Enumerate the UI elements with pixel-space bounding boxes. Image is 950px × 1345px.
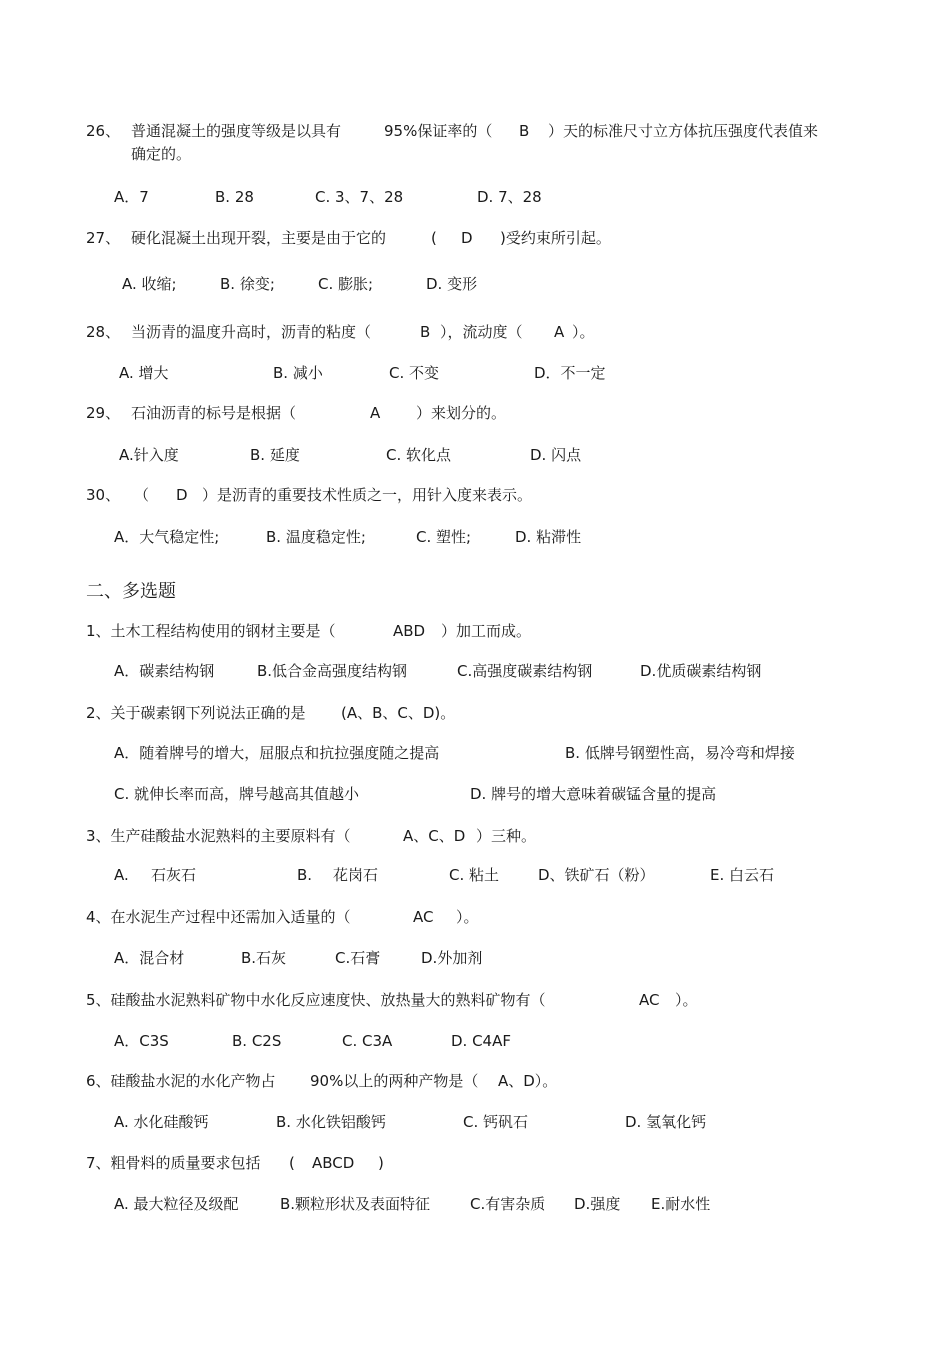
option: A．大气稳定性; bbox=[114, 528, 220, 546]
option: D. 氢氧化钙 bbox=[625, 1113, 707, 1131]
option: B. C2S bbox=[232, 1032, 282, 1050]
option: C. 膨胀; bbox=[318, 275, 374, 293]
option: A. 收缩; bbox=[122, 275, 177, 293]
question-28 bbox=[0, 321, 950, 343]
multi-question-1 bbox=[0, 620, 950, 642]
question-stem: )受约束所引起。 bbox=[500, 229, 611, 247]
answer: B bbox=[519, 122, 530, 140]
option: B. 减小 bbox=[273, 364, 323, 382]
question-number: 30、 bbox=[86, 486, 121, 504]
question-stem: 6、硅酸盐水泥的水化产物占 bbox=[86, 1072, 276, 1090]
question-number: 29、 bbox=[86, 404, 121, 422]
multi-options-6 bbox=[0, 1111, 950, 1133]
question-stem: 7、粗骨料的质量要求包括 bbox=[86, 1154, 261, 1172]
option: A.针入度 bbox=[119, 446, 179, 464]
option: D．不一定 bbox=[534, 364, 606, 382]
answer: ABD bbox=[393, 622, 426, 640]
question-stem: ) bbox=[378, 1154, 384, 1172]
multi-options-7 bbox=[0, 1193, 950, 1215]
paren: ( bbox=[289, 1154, 295, 1172]
answer: (A、B、C、D)。 bbox=[341, 704, 456, 722]
question-number: 28、 bbox=[86, 323, 121, 341]
multi-options-1 bbox=[0, 660, 950, 682]
question-29 bbox=[0, 402, 950, 424]
paren: （ bbox=[134, 486, 150, 504]
multi-question-5 bbox=[0, 989, 950, 1011]
option: C. 软化点 bbox=[386, 446, 452, 464]
option: C. 不变 bbox=[389, 364, 440, 382]
question-26-cont bbox=[0, 143, 950, 165]
question-stem: ）来划分的。 bbox=[416, 404, 507, 422]
option: A. 最大粒径及级配 bbox=[114, 1195, 239, 1213]
options-30 bbox=[0, 526, 950, 548]
answer: D bbox=[176, 486, 188, 504]
section-title: 二、多选题 bbox=[86, 581, 176, 602]
multi-question-3 bbox=[0, 825, 950, 847]
question-stem: 95%保证率的（ bbox=[384, 122, 493, 140]
question-stem: ）。 bbox=[572, 323, 595, 341]
multi-options-2a bbox=[0, 742, 950, 764]
question-stem: 3、生产硅酸盐水泥熟料的主要原料有（ bbox=[86, 827, 351, 845]
question-stem: 90%以上的两种产物是（ bbox=[310, 1072, 479, 1090]
multi-question-6 bbox=[0, 1070, 950, 1092]
question-stem: 5、硅酸盐水泥熟料矿物中水化反应速度快、放热量大的熟料矿物有（ bbox=[86, 991, 546, 1009]
option: A．7 bbox=[114, 188, 149, 206]
answer: ABCD bbox=[312, 1154, 355, 1172]
answer: AC bbox=[413, 908, 434, 926]
option: B.颗粒形状及表面特征 bbox=[280, 1195, 431, 1213]
option: B. 28 bbox=[215, 188, 254, 206]
options-29 bbox=[0, 444, 950, 466]
option: C. 就伸长率而高，牌号越高其值越小 bbox=[114, 785, 360, 803]
question-27 bbox=[0, 227, 950, 249]
question-30 bbox=[0, 484, 950, 506]
question-stem: 普通混凝土的强度等级是以具有 bbox=[131, 122, 342, 140]
question-stem: ）。 bbox=[456, 908, 479, 926]
question-stem: 2、关于碳素钢下列说法正确的是 bbox=[86, 704, 306, 722]
option: D、铁矿石（粉） bbox=[538, 866, 655, 884]
option: C. 钙矾石 bbox=[463, 1113, 529, 1131]
multi-question-2 bbox=[0, 702, 950, 724]
option: 石灰石 bbox=[151, 866, 197, 884]
answer: B bbox=[420, 323, 431, 341]
option: E. 白云石 bbox=[710, 866, 775, 884]
option: D. C4AF bbox=[451, 1032, 511, 1050]
option: B. 低牌号钢塑性高，易冷弯和焊接 bbox=[565, 744, 795, 762]
multi-options-5 bbox=[0, 1030, 950, 1052]
answer: D bbox=[461, 229, 473, 247]
question-stem: ）天的标准尺寸立方体抗压强度代表值来 bbox=[548, 122, 819, 140]
option: C.石膏 bbox=[335, 949, 381, 967]
question-stem: 1、土木工程结构使用的钢材主要是（ bbox=[86, 622, 336, 640]
option: C.有害杂质 bbox=[470, 1195, 546, 1213]
option: D. 7、28 bbox=[477, 188, 542, 206]
option: C. 塑性; bbox=[416, 528, 472, 546]
question-stem: ）加工而成。 bbox=[441, 622, 532, 640]
option: B.石灰 bbox=[241, 949, 287, 967]
question-stem: ）三种。 bbox=[476, 827, 537, 845]
option: B. 温度稳定性; bbox=[266, 528, 366, 546]
question-stem: ），流动度（ bbox=[440, 323, 523, 341]
section-heading bbox=[0, 579, 950, 605]
question-number: 26、 bbox=[86, 122, 121, 140]
option-letter: B. bbox=[297, 866, 313, 884]
option: C. C3A bbox=[342, 1032, 393, 1050]
option: A．碳素结构钢 bbox=[114, 662, 215, 680]
option: A．随着牌号的增大，屈服点和抗拉强度随之提高 bbox=[114, 744, 440, 762]
option: A. 水化硅酸钙 bbox=[114, 1113, 209, 1131]
question-stem: 确定的。 bbox=[131, 145, 192, 163]
multi-question-7 bbox=[0, 1152, 950, 1174]
multi-options-2b bbox=[0, 783, 950, 805]
multi-options-4 bbox=[0, 947, 950, 969]
option: C.高强度碳素结构钢 bbox=[457, 662, 593, 680]
multi-options-3 bbox=[0, 864, 950, 886]
option: B.低合金高强度结构钢 bbox=[257, 662, 408, 680]
options-28 bbox=[0, 362, 950, 384]
question-stem: 4、在水泥生产过程中还需加入适量的（ bbox=[86, 908, 351, 926]
question-stem: ）。 bbox=[675, 991, 698, 1009]
option: B. 延度 bbox=[250, 446, 300, 464]
option: D. 牌号的增大意味着碳锰含量的提高 bbox=[470, 785, 717, 803]
option: D.外加剂 bbox=[421, 949, 483, 967]
answer: A bbox=[554, 323, 565, 341]
option: B. 水化铁铝酸钙 bbox=[276, 1113, 386, 1131]
option: E.耐水性 bbox=[651, 1195, 711, 1213]
multi-question-4 bbox=[0, 906, 950, 928]
question-stem: 石油沥青的标号是根据（ bbox=[131, 404, 297, 422]
paren: ( bbox=[431, 229, 437, 247]
option: A．混合材 bbox=[114, 949, 185, 967]
option: B. 徐变; bbox=[220, 275, 275, 293]
answer: A、D）。 bbox=[498, 1072, 558, 1090]
question-stem: 当沥青的温度升高时，沥青的粘度（ bbox=[131, 323, 372, 341]
option: D.强度 bbox=[574, 1195, 621, 1213]
question-number: 27、 bbox=[86, 229, 121, 247]
option: A．C3S bbox=[114, 1032, 169, 1050]
options-26 bbox=[0, 186, 950, 208]
option: 花岗石 bbox=[333, 866, 379, 884]
option: A. 增大 bbox=[119, 364, 169, 382]
options-27 bbox=[0, 273, 950, 295]
option: D. 变形 bbox=[426, 275, 478, 293]
option: C. 3、7、28 bbox=[315, 188, 404, 206]
option: D. 粘滞性 bbox=[515, 528, 582, 546]
question-stem: ）是沥青的重要技术性质之一，用针入度来表示。 bbox=[202, 486, 533, 504]
answer: AC bbox=[639, 991, 660, 1009]
option: C. 粘土 bbox=[449, 866, 500, 884]
answer: A bbox=[370, 404, 381, 422]
answer: A、C、D bbox=[403, 827, 466, 845]
option: D.优质碳素结构钢 bbox=[640, 662, 762, 680]
question-stem: 硬化混凝土出现开裂，主要是由于它的 bbox=[131, 229, 387, 247]
question-26 bbox=[0, 120, 950, 142]
option-letter: A. bbox=[114, 866, 129, 884]
option: D. 闪点 bbox=[530, 446, 582, 464]
